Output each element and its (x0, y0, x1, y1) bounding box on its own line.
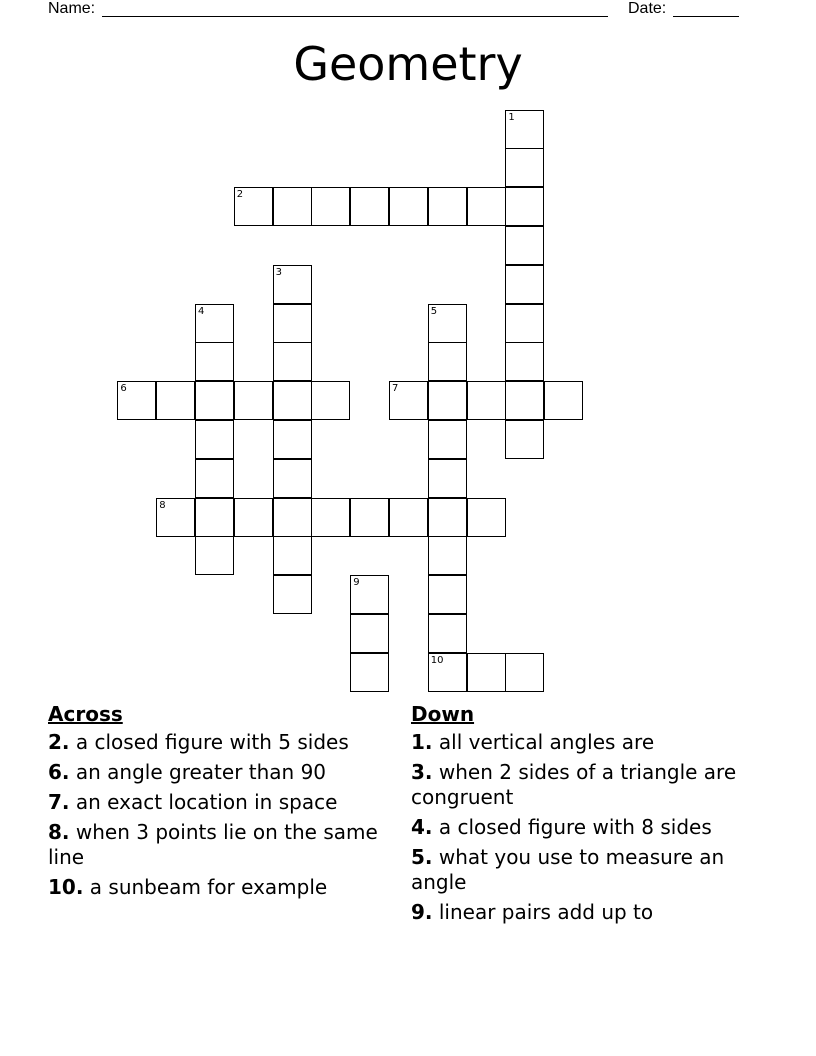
crossword-cell[interactable] (428, 381, 467, 420)
crossword-cell[interactable] (273, 459, 312, 498)
down-clue (411, 730, 751, 755)
crossword-cell[interactable] (467, 381, 506, 420)
crossword-cell[interactable] (195, 304, 234, 343)
crossword-cell[interactable] (311, 187, 350, 226)
clue-number: 7. (48, 790, 70, 814)
crossword-cell[interactable] (350, 575, 389, 614)
crossword-cell[interactable] (467, 498, 506, 537)
clue-text: when 2 sides of a triangle are congruent (411, 760, 737, 809)
crossword-cell[interactable] (234, 498, 273, 537)
crossword-cell[interactable] (156, 381, 195, 420)
clue-number-label: 1 (508, 111, 515, 123)
crossword-cell[interactable] (505, 226, 544, 265)
crossword-cell[interactable] (234, 187, 273, 226)
down-heading: Down (411, 702, 475, 726)
clue-number: 6. (48, 760, 70, 784)
across-clue (48, 790, 388, 815)
crossword-cell[interactable] (273, 265, 312, 304)
clue-number: 4. (411, 815, 433, 839)
clue-number-label: 3 (275, 266, 282, 278)
page-title: Geometry (293, 37, 523, 91)
crossword-cell[interactable] (156, 498, 195, 537)
crossword-cell[interactable] (389, 498, 428, 537)
crossword-cell[interactable] (195, 536, 234, 575)
across-clue (48, 760, 388, 785)
clue-number-label: 4 (198, 305, 205, 317)
across-heading: Across (48, 702, 123, 726)
crossword-cell[interactable] (505, 420, 544, 459)
crossword-cell[interactable] (428, 459, 467, 498)
clue-number-label: 2 (236, 189, 244, 201)
crossword-cell[interactable] (350, 187, 389, 226)
down-clue (411, 900, 751, 925)
crossword-cell[interactable] (505, 381, 544, 420)
crossword-cell[interactable] (505, 653, 544, 692)
crossword-cell[interactable] (117, 381, 156, 420)
crossword-cell[interactable] (428, 614, 467, 653)
clue-number-label: 6 (120, 383, 127, 395)
clue-number: 9. (411, 900, 433, 924)
crossword-cell[interactable] (428, 187, 467, 226)
header (48, 0, 748, 20)
clue-number-label: 8 (159, 499, 166, 511)
crossword-cell[interactable] (195, 498, 234, 537)
clue-number: 5. (411, 845, 433, 869)
crossword-cell[interactable] (428, 575, 467, 614)
crossword-cell[interactable] (273, 304, 312, 343)
crossword-cell[interactable] (428, 342, 467, 381)
crossword-cell[interactable] (428, 420, 467, 459)
clue-number: 1. (411, 730, 433, 754)
crossword-cell[interactable] (350, 614, 389, 653)
clue-number: 8. (48, 820, 70, 844)
clue-text: a closed figure with 5 sides (75, 730, 349, 754)
crossword-cell[interactable] (505, 110, 544, 149)
crossword-cell[interactable] (505, 148, 544, 187)
clue-text: a closed figure with 8 sides (438, 815, 712, 839)
clue-number-label: 5 (430, 305, 438, 317)
crossword-cell[interactable] (195, 459, 234, 498)
crossword-cell[interactable] (195, 381, 234, 420)
name-label: Name: (48, 0, 96, 17)
down-clue (411, 845, 751, 895)
crossword-cell[interactable] (428, 536, 467, 575)
clue-number-label: 7 (392, 383, 399, 395)
clue-number-label: 9 (353, 577, 360, 589)
crossword-cell[interactable] (505, 304, 544, 343)
crossword-cell[interactable] (273, 536, 312, 575)
across-clues (48, 702, 388, 905)
date-label: Date: (628, 0, 667, 17)
crossword-cell[interactable] (389, 381, 428, 420)
crossword-cell[interactable] (195, 420, 234, 459)
crossword-cell[interactable] (467, 653, 506, 692)
crossword-cell[interactable] (195, 342, 234, 381)
clue-text: an angle greater than 90 (75, 760, 327, 784)
crossword-cell[interactable] (273, 381, 312, 420)
crossword-cell[interactable] (273, 575, 312, 614)
crossword-cell[interactable] (273, 420, 312, 459)
crossword-cell[interactable] (273, 498, 312, 537)
clue-text: what you use to measure an angle (411, 845, 725, 894)
crossword-cell[interactable] (428, 304, 467, 343)
crossword-cell[interactable] (505, 265, 544, 304)
name-field[interactable] (102, 16, 608, 17)
crossword-cell[interactable] (505, 187, 544, 226)
crossword-cell[interactable] (350, 653, 389, 692)
clue-text: an exact location in space (75, 790, 338, 814)
crossword-cell[interactable] (273, 187, 312, 226)
crossword-cell[interactable] (505, 342, 544, 381)
clue-number: 10. (48, 875, 84, 899)
crossword-cell[interactable] (311, 498, 350, 537)
crossword-cell[interactable] (273, 342, 312, 381)
crossword-cell[interactable] (544, 381, 583, 420)
down-clues (411, 702, 751, 930)
crossword-cell[interactable] (428, 653, 467, 692)
crossword-cell[interactable] (389, 187, 428, 226)
crossword-cell[interactable] (350, 498, 389, 537)
clue-text: when 3 points lie on the same line (48, 820, 378, 869)
across-clue (48, 820, 388, 870)
crossword-cell[interactable] (311, 381, 350, 420)
down-clue (411, 760, 751, 810)
clue-text: linear pairs add up to (438, 900, 654, 924)
down-clue (411, 815, 751, 840)
date-field[interactable] (673, 16, 739, 17)
crossword-cell[interactable] (428, 498, 467, 537)
clue-number: 2. (48, 730, 70, 754)
crossword-cell[interactable] (467, 187, 506, 226)
across-clue (48, 875, 388, 900)
clue-number-label: 10 (430, 654, 444, 666)
clue-number: 3. (411, 760, 433, 784)
across-clue (48, 730, 388, 755)
crossword-cell[interactable] (234, 381, 273, 420)
clue-text: a sunbeam for example (89, 875, 328, 899)
clue-text: all vertical angles are (438, 730, 655, 754)
